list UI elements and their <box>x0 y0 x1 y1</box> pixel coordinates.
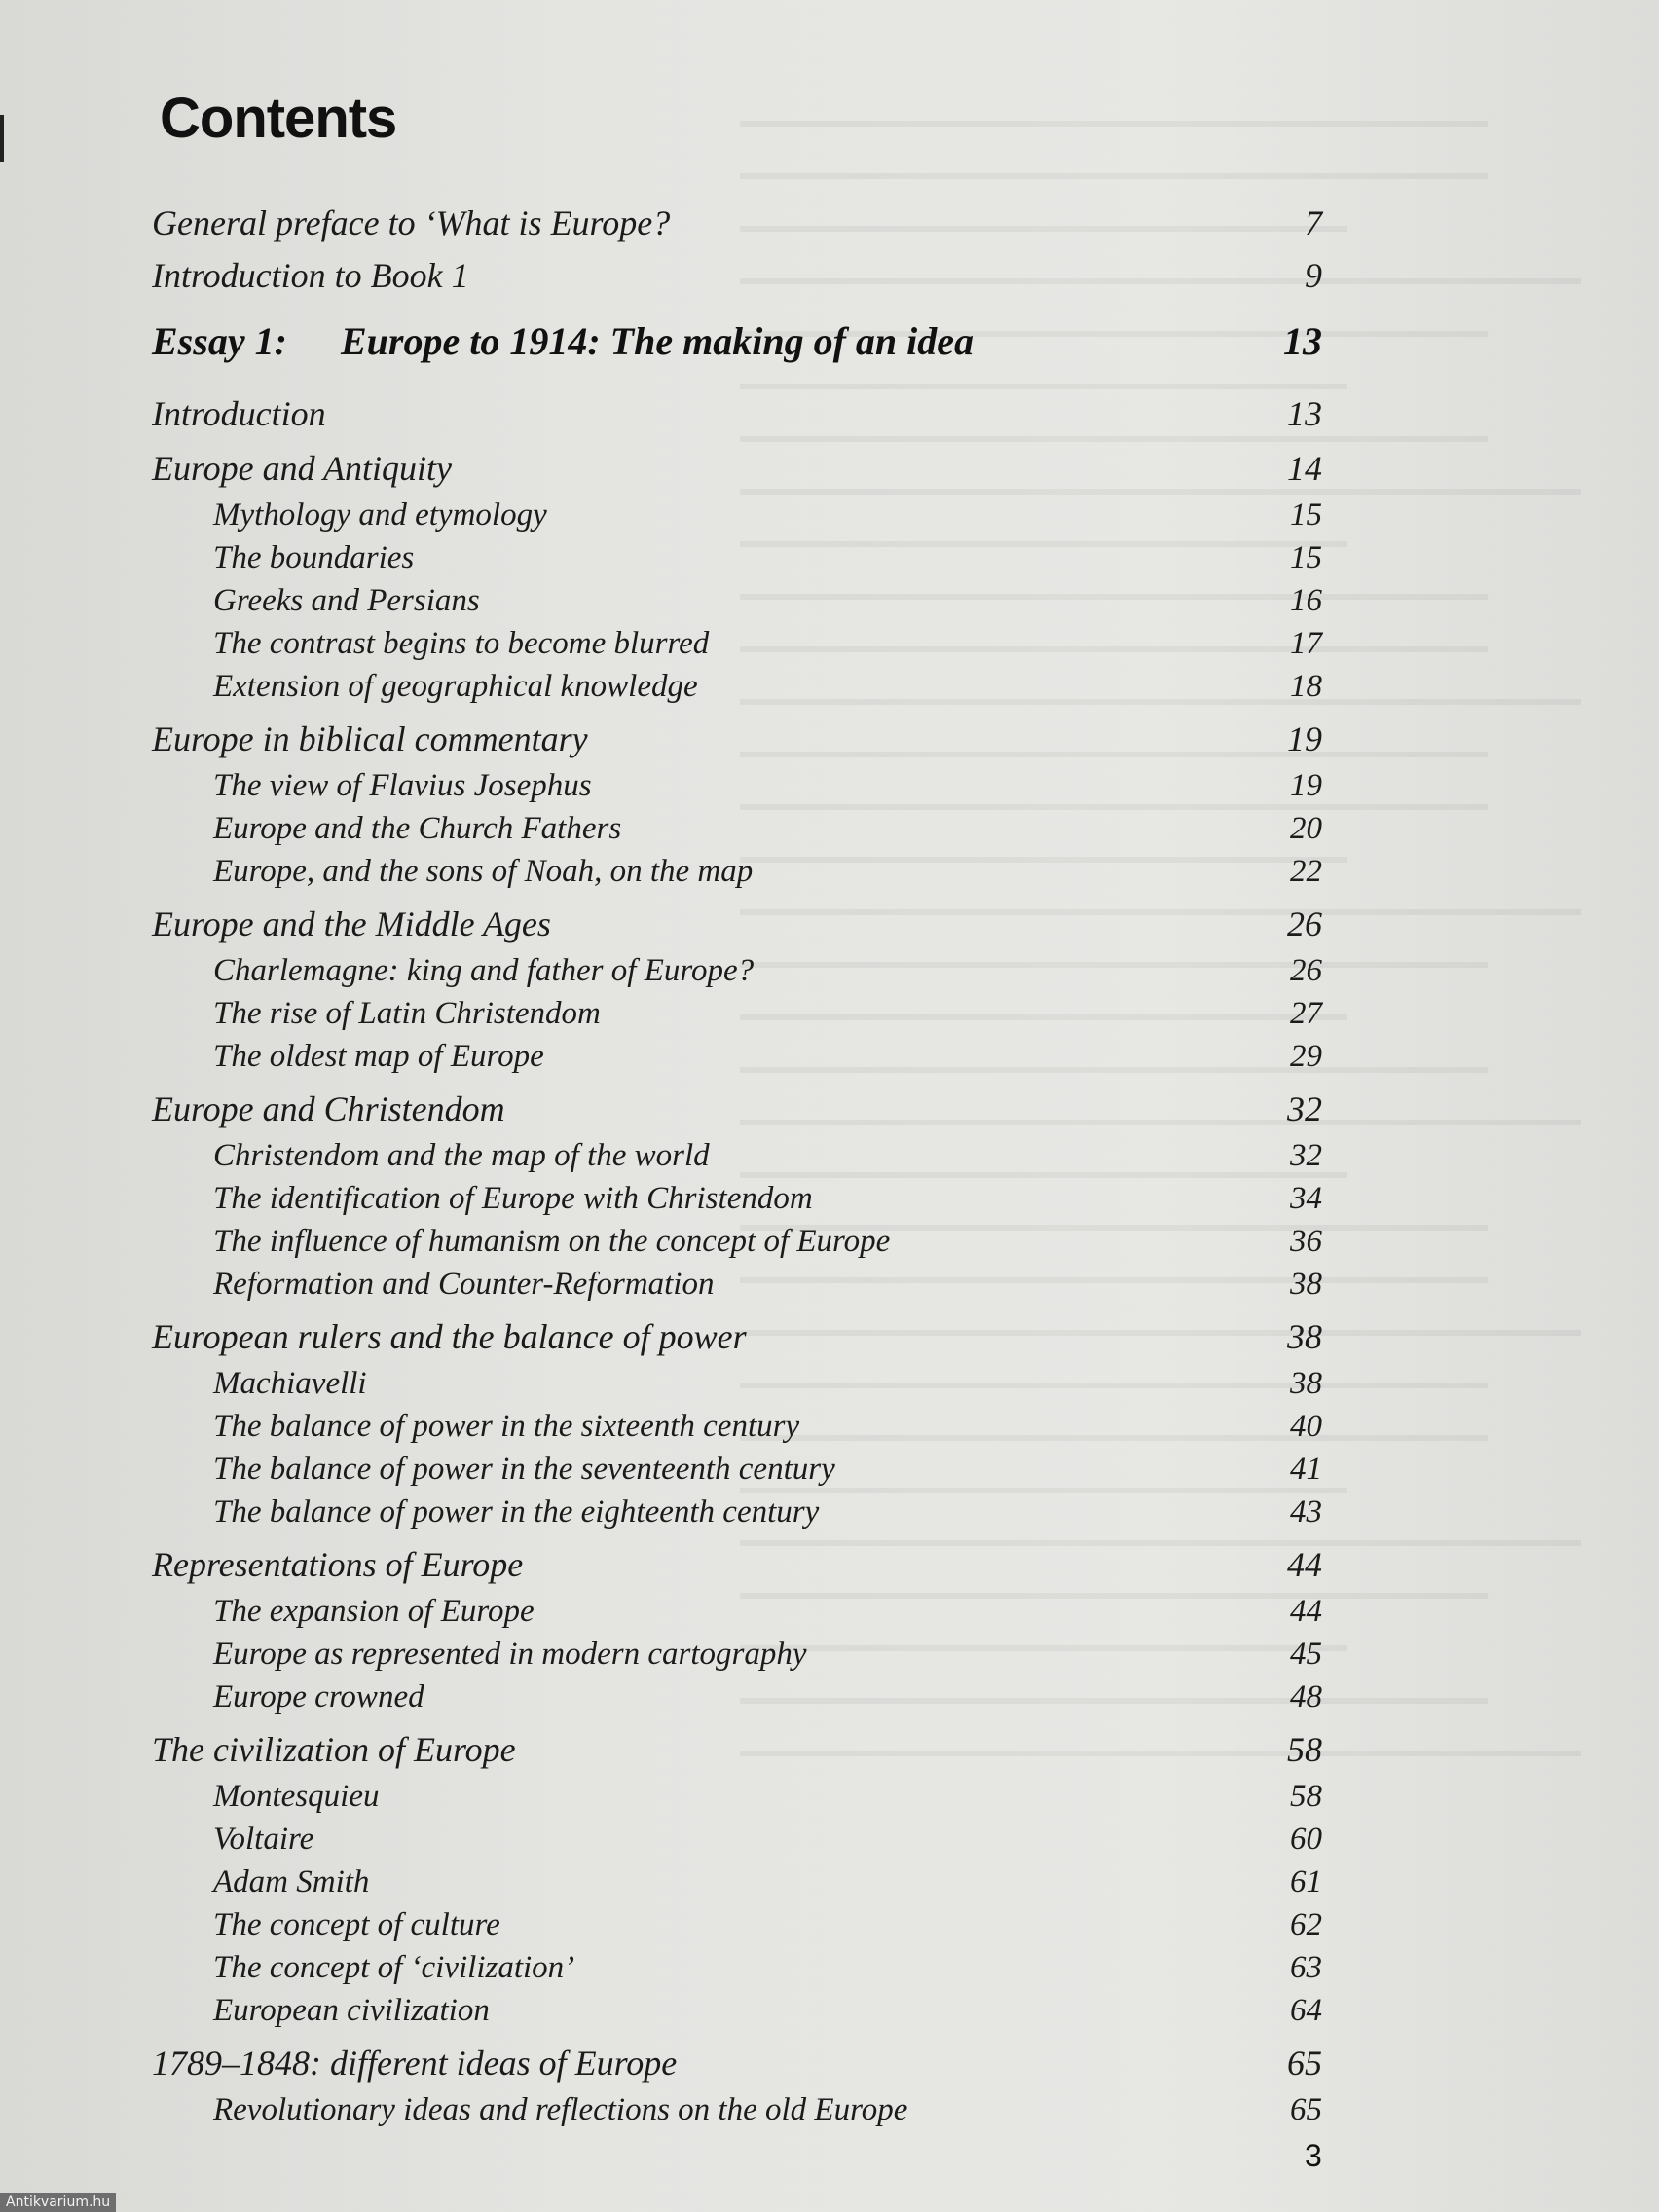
toc-entry-title: Revolutionary ideas and reflections on the old Europe <box>213 2092 908 2127</box>
toc-entry-title: Mythology and etymology <box>213 498 547 533</box>
toc-section-entry <box>0 1721 1659 1770</box>
toc-entry-page: 62 <box>1290 1907 1322 1942</box>
toc-subsection-entry <box>0 485 1659 534</box>
toc-subsection-entry <box>0 1980 1659 2029</box>
toc-entry-page: 44 <box>1287 1545 1322 1584</box>
toc-entry-title: 1789–1848: different ideas of Europe <box>152 2044 678 2083</box>
toc-entry-title: Montesquieu <box>213 1779 380 1814</box>
essay-page: 13 <box>1283 319 1322 363</box>
toc-subsection-entry <box>0 613 1659 662</box>
toc-entry-page: 15 <box>1290 498 1322 533</box>
toc-subsection-entry <box>0 940 1659 989</box>
toc-entry-page: 7 <box>1305 203 1322 242</box>
toc-entry-title: Representations of Europe <box>152 1545 524 1584</box>
watermark-logo: Antikvarium.hu <box>0 2193 116 2212</box>
toc-subsection-entry <box>0 1482 1659 1530</box>
toc-entry-page: 20 <box>1290 811 1322 846</box>
toc-entry-page: 65 <box>1287 2044 1322 2083</box>
toc-entry-title: The concept of ‘civilization’ <box>213 1950 575 1985</box>
toc-entry-page: 15 <box>1290 540 1322 575</box>
toc-section-entry <box>0 1081 1659 1129</box>
toc-entry-title: Europe crowned <box>213 1679 424 1714</box>
toc-section-entry <box>0 440 1659 489</box>
toc-section-entry <box>0 1536 1659 1585</box>
toc-entry-title: The boundaries <box>213 540 415 575</box>
toc-entry-title: European civilization <box>213 1993 490 2028</box>
toc-subsection-entry <box>0 1624 1659 1673</box>
toc-subsection-entry <box>0 983 1659 1032</box>
toc-entry-title: The balance of power in the sixteenth century <box>213 1409 800 1444</box>
essay-number: Essay 1: <box>152 319 287 363</box>
toc-entry-title: The civilization of Europe <box>152 1730 516 1769</box>
toc-entry-page: 64 <box>1290 1993 1322 2028</box>
toc-section-entry <box>0 1309 1659 1357</box>
toc-entry-title: The balance of power in the eighteenth century <box>213 1494 820 1530</box>
toc-entry-page: 40 <box>1290 1409 1322 1444</box>
toc-entry-page: 14 <box>1287 449 1322 488</box>
toc-subsection-entry <box>0 1937 1659 1986</box>
toc-entry-page: 26 <box>1287 904 1322 943</box>
toc-subsection-entry <box>0 1895 1659 1943</box>
toc-entry-title: The balance of power in the seventeenth century <box>213 1452 835 1487</box>
toc-subsection-entry <box>0 1809 1659 1858</box>
toc-entry-title: Europe and Christendom <box>152 1089 505 1128</box>
toc-subsection-entry <box>0 1396 1659 1445</box>
toc-entry-page: 27 <box>1290 996 1322 1031</box>
toc-entry-title: Extension of geographical knowledge <box>213 669 698 704</box>
toc-subsection-entry <box>0 656 1659 705</box>
toc-entry-title: General preface to ‘What is Europe? <box>152 203 671 242</box>
toc-entry-page: 41 <box>1290 1452 1322 1487</box>
toc-entry-title: The concept of culture <box>213 1907 500 1942</box>
toc-section-entry <box>0 2035 1659 2083</box>
toc-subsection-entry <box>0 1353 1659 1402</box>
toc-subsection-entry <box>0 1852 1659 1900</box>
toc-entry-title: The oldest map of Europe <box>213 1039 544 1074</box>
toc-entry-page: 45 <box>1290 1637 1322 1672</box>
toc-entry-title: Greeks and Persians <box>213 583 480 618</box>
toc-entry-title: Europe as represented in modern cartography <box>213 1637 807 1672</box>
toc-entry-title: Europe and the Church Fathers <box>213 811 622 846</box>
page-edge-mark <box>0 115 4 162</box>
toc-section-entry <box>0 711 1659 759</box>
toc-subsection-entry <box>0 756 1659 804</box>
toc-entry-title: Europe and the Middle Ages <box>152 904 551 943</box>
toc-entry-front-matter <box>0 247 1659 296</box>
toc-entry-page: 48 <box>1290 1679 1322 1714</box>
toc-entry-title: European rulers and the balance of power <box>152 1317 747 1356</box>
toc-entry-title: Introduction to Book 1 <box>152 256 469 295</box>
toc-subsection-entry <box>0 1667 1659 1715</box>
toc-entry-page: 38 <box>1290 1267 1322 1302</box>
toc-subsection-entry <box>0 1766 1659 1815</box>
essay-title: Europe to 1914: The making of an idea <box>341 319 975 363</box>
page-number: 3 <box>1305 2138 1322 2173</box>
toc-subsection-entry <box>0 1439 1659 1488</box>
toc-subsection-entry <box>0 1254 1659 1303</box>
toc-entry-page: 22 <box>1290 854 1322 889</box>
toc-entry-title: Europe in biblical commentary <box>152 719 588 758</box>
toc-entry-page: 29 <box>1290 1039 1322 1074</box>
toc-entry-page: 32 <box>1287 1089 1322 1128</box>
toc-entry-title: The identification of Europe with Christendom <box>213 1181 813 1216</box>
toc-entry-title: Europe, and the sons of Noah, on the map <box>213 854 754 889</box>
toc-subsection-entry <box>0 1581 1659 1630</box>
toc-entry-page: 44 <box>1290 1594 1322 1629</box>
toc-subsection-entry <box>0 841 1659 890</box>
toc-entry-page: 65 <box>1290 2092 1322 2127</box>
toc-entry-page: 36 <box>1290 1224 1322 1259</box>
toc-entry-title: The contrast begins to become blurred <box>213 626 710 661</box>
toc-subsection-entry <box>0 798 1659 847</box>
toc-subsection-entry <box>0 1211 1659 1260</box>
toc-section-entry <box>0 386 1659 434</box>
toc-subsection-entry <box>0 1026 1659 1075</box>
toc-subsection-entry <box>0 1168 1659 1217</box>
toc-subsection-entry <box>0 571 1659 619</box>
toc-entry-page: 58 <box>1287 1730 1322 1769</box>
page-title: Contents <box>160 87 397 150</box>
toc-entry-page: 61 <box>1290 1864 1322 1899</box>
toc-entry-title: Introduction <box>152 394 326 433</box>
toc-entry-page: 58 <box>1290 1779 1322 1814</box>
toc-entry-page: 19 <box>1290 768 1322 803</box>
toc-entry-page: 26 <box>1290 953 1322 988</box>
toc-entry-title: Voltaire <box>213 1822 314 1857</box>
toc-entry-page: 18 <box>1290 669 1322 704</box>
toc-entry-title: The rise of Latin Christendom <box>213 996 601 1031</box>
toc-entry-page: 9 <box>1305 256 1322 295</box>
toc-entry-page: 17 <box>1290 626 1322 661</box>
toc-entry-title: Europe and Antiquity <box>152 449 452 488</box>
toc-subsection-entry <box>0 528 1659 576</box>
toc-entry-title: Christendom and the map of the world <box>213 1138 710 1173</box>
toc-entry-page: 19 <box>1287 719 1322 758</box>
toc-entry-title: The view of Flavius Josephus <box>213 768 592 803</box>
toc-entry-title: Reformation and Counter-Reformation <box>213 1267 715 1302</box>
toc-entry-page: 13 <box>1287 394 1322 433</box>
toc-entry-page: 38 <box>1287 1317 1322 1356</box>
toc-entry-page: 60 <box>1290 1822 1322 1857</box>
toc-section-entry <box>0 896 1659 944</box>
essay-heading <box>0 310 1659 364</box>
toc-entry-title: Machiavelli <box>213 1366 367 1401</box>
toc-entry-front-matter <box>0 195 1659 243</box>
toc-entry-title: Adam Smith <box>213 1864 370 1899</box>
toc-subsection-entry <box>0 1125 1659 1174</box>
toc-entry-page: 63 <box>1290 1950 1322 1985</box>
toc-entry-page: 16 <box>1290 583 1322 618</box>
toc-subsection-entry <box>0 2080 1659 2128</box>
toc-entry-page: 43 <box>1290 1494 1322 1530</box>
toc-entry-page: 34 <box>1290 1181 1322 1216</box>
toc-entry-page: 38 <box>1290 1366 1322 1401</box>
toc-entry-title: The influence of humanism on the concept of Europe <box>213 1224 891 1259</box>
toc-entry-title: Charlemagne: king and father of Europe? <box>213 953 755 988</box>
toc-entry-page: 32 <box>1290 1138 1322 1173</box>
toc-entry-title: The expansion of Europe <box>213 1594 535 1629</box>
